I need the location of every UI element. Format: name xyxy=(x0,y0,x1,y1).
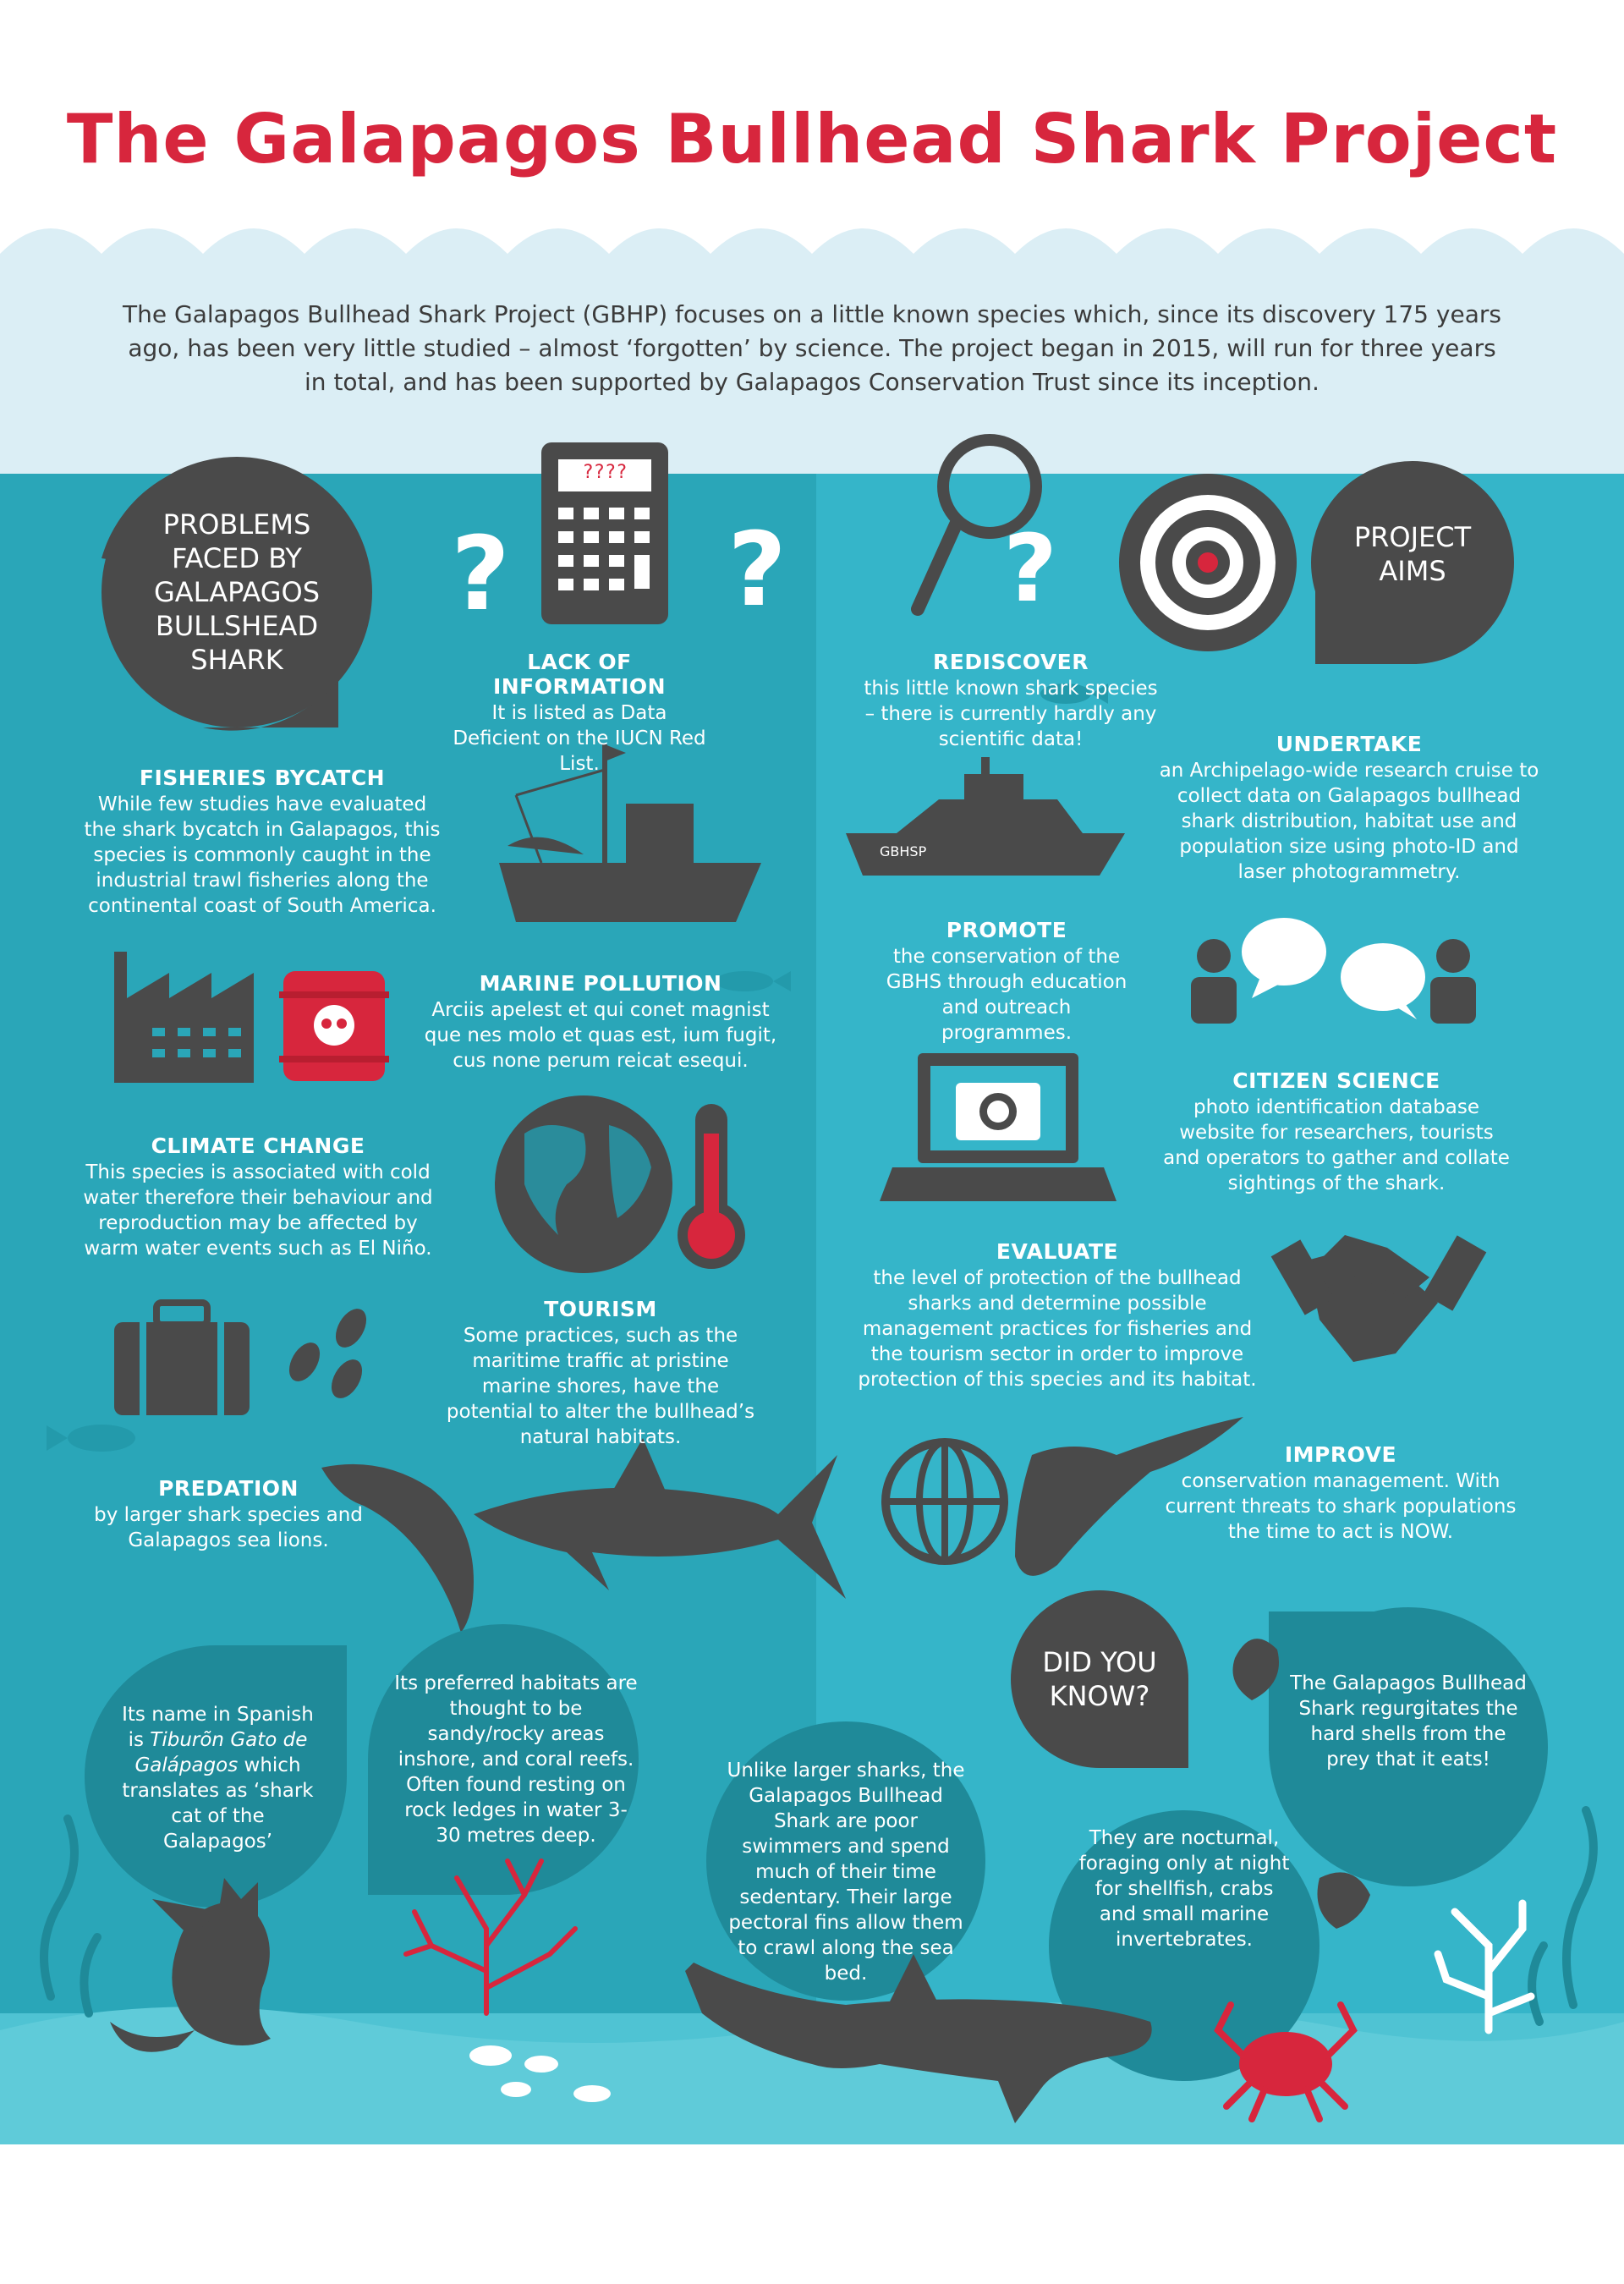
aim-title: UNDERTAKE xyxy=(1276,732,1423,756)
problem-title: CLIMATE CHANGE xyxy=(151,1134,365,1158)
fact-spanish-name xyxy=(118,1702,317,1854)
aim-improve xyxy=(1163,1442,1518,1545)
fact-regurgitates: The Galapagos Bullhead Shark regurgitates the hard shells from the prey that it eats! xyxy=(1290,1672,1527,1771)
svg-text:?: ? xyxy=(1003,514,1057,623)
aim-rediscover xyxy=(859,650,1163,752)
problem-body: by larger shark species and Galapagos sea lions. xyxy=(94,1504,363,1551)
problem-body: It is listed as Data Deficient on the IUCN Red List. xyxy=(453,702,706,775)
aim-title: CITIZEN SCIENCE xyxy=(1232,1068,1440,1093)
aim-body: the level of protection of the bullhead sharks and determine possible management practices for fisheries and the tourism sector in order to improve protection of this species and its habitat. xyxy=(858,1267,1257,1391)
aim-promote xyxy=(875,918,1138,1046)
problem-title: TOURISM xyxy=(544,1297,657,1321)
aim-title: REDISCOVER xyxy=(933,650,1089,674)
aim-undertake xyxy=(1155,732,1544,885)
fact-habitat: Its preferred habitats are thought to be sandy/rocky areas inshore, and coral reefs. Often found resting on rock ledges in water 3-30 metres deep. xyxy=(394,1672,638,1847)
aim-title: EVALUATE xyxy=(996,1239,1119,1264)
problem-body: Some practices, such as the maritime traffic at pristine marine shores, have the potential to alter the bullhead’s natural habitats. xyxy=(446,1325,755,1448)
problem-body: This species is associated with cold water therefore their behaviour and reproduction may be affected by warm water events such as El Niño. xyxy=(83,1161,433,1260)
did-you-know-heading: DID YOU KNOW? xyxy=(1042,1646,1157,1712)
problem-lack-of-information xyxy=(448,650,710,777)
calculator-display: ???? xyxy=(582,462,628,483)
intro-paragraph: The Galapagos Bullhead Shark Project (GBHP) focuses on a little known species which, since its discovery 175 years ago, has been very little studied – almost ‘forgotten’ by science. The project began in 2015, will run for three years in total, and has been supported by Galapagos Conservation Trust since its inception. xyxy=(123,300,1501,396)
page-title: The Galapagos Bullhead Shark Project xyxy=(66,100,1558,178)
fact-nocturnal: They are nocturnal, foraging only at night for shellfish, crabs and small marine invertebrates. xyxy=(1078,1827,1290,1951)
problem-predation xyxy=(93,1476,364,1553)
problem-title: LACK OF INFORMATION xyxy=(492,650,667,699)
aim-title: PROMOTE xyxy=(946,918,1067,942)
problem-body: Arciis apelest et qui conet magnist que nes molo et quas est, ium fugit, cus none perum reicat esequi. xyxy=(424,999,777,1072)
aim-body: the conservation of the GBHS through education and outreach programmes. xyxy=(886,946,1127,1044)
problem-tourism xyxy=(440,1297,761,1450)
aim-body: conservation management. With current threats to shark populations the time to act is NOW. xyxy=(1165,1470,1517,1543)
svg-text:GBHSP: GBHSP xyxy=(880,843,927,859)
problem-body: While few studies have evaluated the shark bycatch in Galapagos, this species is commonly caught in the industrial trawl fisheries along the continental coast of South America. xyxy=(84,793,441,917)
fact-text: Its name in Spanish is xyxy=(122,1704,314,1751)
aim-citizen-science xyxy=(1159,1068,1514,1196)
problems-heading: PROBLEMS FACED BY GALAPAGOS BULLSHEAD SHARK xyxy=(153,508,320,676)
problem-title: FISHERIES BYCATCH xyxy=(139,766,386,790)
aim-body: this little known shark species – there is currently hardly any scientific data! xyxy=(864,678,1158,750)
problem-climate-change xyxy=(72,1134,444,1261)
fact-poor-swimmers: Unlike larger sharks, the Galapagos Bullhead Shark are poor swimmers and spend much of their time sedentary. Their large pectoral fins allow them to crawl along the sea bed. xyxy=(727,1760,965,1985)
aim-body: an Archipelago-wide research cruise to collect data on Galapagos bullhead shark distribution, habitat use and population size using photo-ID and laser photogrammetry. xyxy=(1159,760,1539,883)
problem-fisheries-bycatch xyxy=(80,766,444,919)
aim-evaluate xyxy=(850,1239,1265,1392)
svg-text:?: ? xyxy=(451,516,510,634)
svg-text:?: ? xyxy=(727,512,787,629)
fact-spanish-italic: Tiburõn Gato de Galápagos xyxy=(134,1729,308,1776)
aim-title: IMPROVE xyxy=(1284,1442,1397,1467)
project-aims-heading: PROJECT AIMS xyxy=(1353,521,1472,587)
problem-marine-pollution xyxy=(423,971,778,1073)
aim-body: photo identification database website for researchers, tourists and operators to gather and collate sightings of the shark. xyxy=(1163,1096,1510,1194)
fact-text: which translates as ‘shark cat of the Galapagos’ xyxy=(122,1754,314,1853)
problem-title: MARINE POLLUTION xyxy=(479,971,722,996)
problem-title: PREDATION xyxy=(158,1476,299,1501)
